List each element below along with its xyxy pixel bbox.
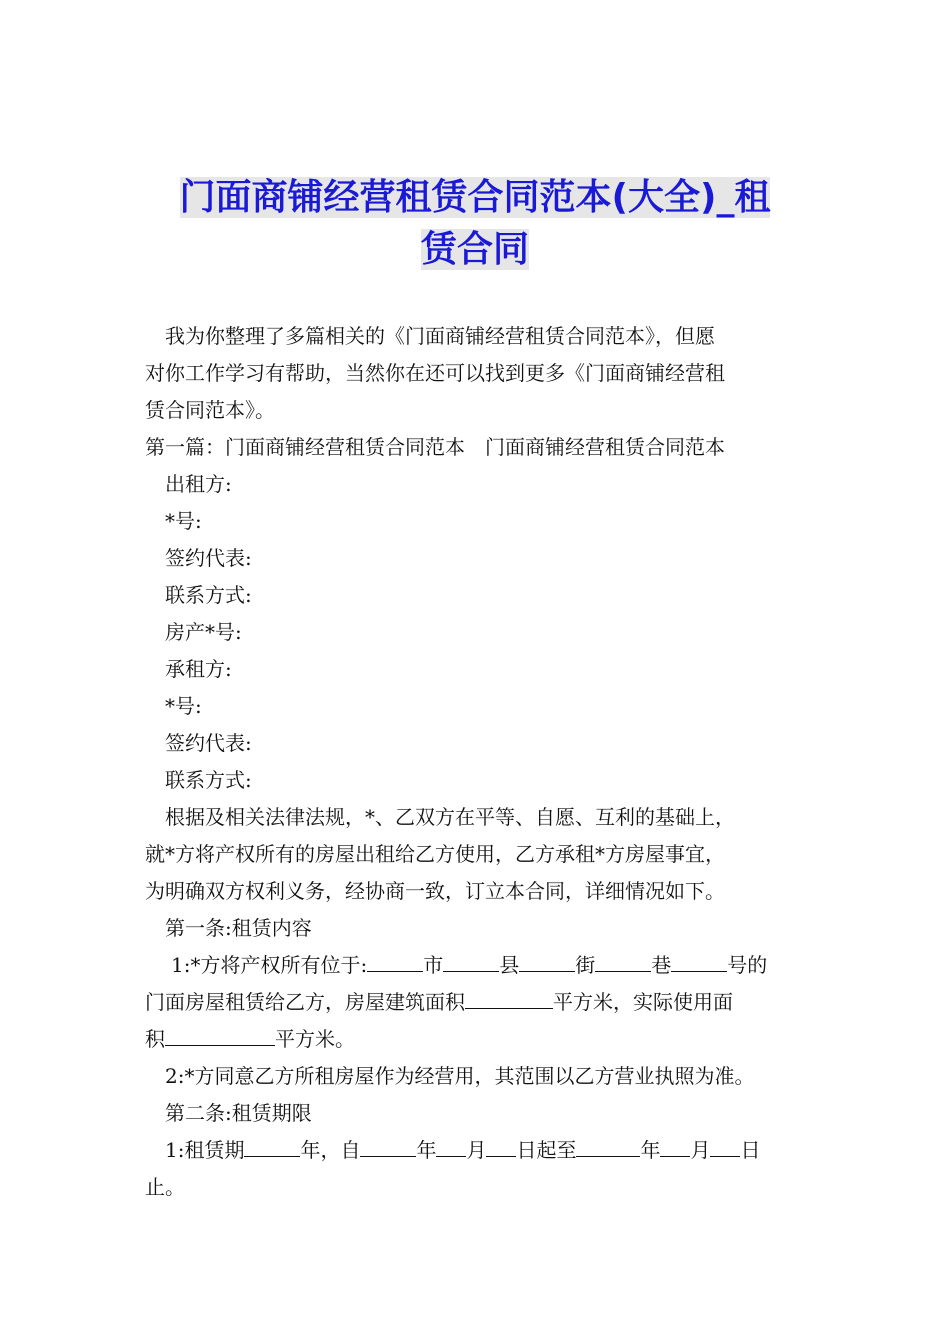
clause-text: 巷 xyxy=(651,953,672,977)
blank-county[interactable] xyxy=(443,949,499,972)
clause-text: 积 xyxy=(145,1027,165,1051)
blank-end-day[interactable] xyxy=(710,1134,740,1157)
article-2-clause-1-line-2: 止。 xyxy=(145,1175,185,1199)
field-lessee: 承租方: xyxy=(165,657,232,681)
article-1-clause-1-line-2 xyxy=(145,984,810,1021)
blank-lane[interactable] xyxy=(595,949,651,972)
title-line-1: 门面商铺经营租赁合同范本(大全)_租 xyxy=(179,177,771,218)
field-property-cert: 房产*号: xyxy=(165,620,242,644)
blank-start-day[interactable] xyxy=(486,1134,516,1157)
section-heading: 第一篇：门面商铺经营租赁合同范本 门面商铺经营租赁合同范本 xyxy=(145,435,725,459)
blank-end-year[interactable] xyxy=(576,1134,640,1157)
clause-text: 街 xyxy=(575,953,596,977)
document-title xyxy=(150,172,800,276)
clause-text: 日起至 xyxy=(516,1138,577,1162)
article-2-clause-1-line-1 xyxy=(145,1132,810,1169)
field-lessor-contact: 联系方式: xyxy=(165,583,252,607)
document-body xyxy=(145,318,810,1206)
clause-text: 门面房屋租赁给乙方，房屋建筑面积 xyxy=(145,990,465,1014)
blank-city[interactable] xyxy=(367,949,423,972)
blank-start-year[interactable] xyxy=(360,1134,416,1157)
blank-usable-area[interactable] xyxy=(165,1023,275,1046)
clause-text: 月 xyxy=(690,1138,711,1162)
blank-end-month[interactable] xyxy=(660,1134,690,1157)
field-lessor-id: *号: xyxy=(165,509,202,533)
clause-text: 1:*方将产权所有位于: xyxy=(171,953,368,977)
field-lessee-rep: 签约代表: xyxy=(165,731,252,755)
article-1-clause-1-line-1 xyxy=(145,947,810,984)
blank-start-month[interactable] xyxy=(436,1134,466,1157)
article-1-heading: 第一条:租赁内容 xyxy=(165,916,312,940)
clause-text: 号的 xyxy=(727,953,768,977)
blank-street[interactable] xyxy=(519,949,575,972)
clause-text: 1:租赁期 xyxy=(165,1138,245,1162)
clause-text: 平方米，实际使用面 xyxy=(553,990,733,1014)
clause-text: 年 xyxy=(640,1138,661,1162)
intro-line-3: 赁合同范本》。 xyxy=(145,398,275,422)
clause-text: 县 xyxy=(499,953,520,977)
clause-text: 日 xyxy=(740,1138,761,1162)
clause-text: 平方米。 xyxy=(275,1027,355,1051)
clause-text: 月 xyxy=(466,1138,487,1162)
blank-number[interactable] xyxy=(671,949,727,972)
clause-text: 年 xyxy=(416,1138,437,1162)
article-1-clause-2: 2:*方同意乙方所租房屋作为经营用，其范围以乙方营业执照为准。 xyxy=(165,1064,755,1088)
blank-building-area[interactable] xyxy=(465,986,553,1009)
clause-text: 市 xyxy=(423,953,444,977)
intro-line-2: 对你工作学习有帮助，当然你在还可以找到更多《门面商铺经营租 xyxy=(145,361,725,385)
title-line-2: 赁合同 xyxy=(420,229,529,270)
article-2-heading: 第二条:租赁期限 xyxy=(165,1101,312,1125)
field-lessee-contact: 联系方式: xyxy=(165,768,252,792)
preamble-line-1: 根据及相关法律法规，*、乙双方在平等、自愿、互利的基础上， xyxy=(165,805,735,829)
blank-term-years[interactable] xyxy=(244,1134,300,1157)
article-1-clause-1-line-3 xyxy=(145,1021,810,1058)
preamble-line-3: 为明确双方权利义务，经协商一致，订立本合同，详细情况如下。 xyxy=(145,879,725,903)
preamble-line-2: 就*方将产权所有的房屋出租给乙方使用，乙方承租*方房屋事宜， xyxy=(145,842,725,866)
field-lessor-rep: 签约代表: xyxy=(165,546,252,570)
clause-text: 年，自 xyxy=(300,1138,361,1162)
field-lessee-id: *号: xyxy=(165,694,202,718)
intro-line-1: 我为你整理了多篇相关的《门面商铺经营租赁合同范本》，但愿 xyxy=(165,324,715,348)
field-lessor: 出租方: xyxy=(165,472,232,496)
